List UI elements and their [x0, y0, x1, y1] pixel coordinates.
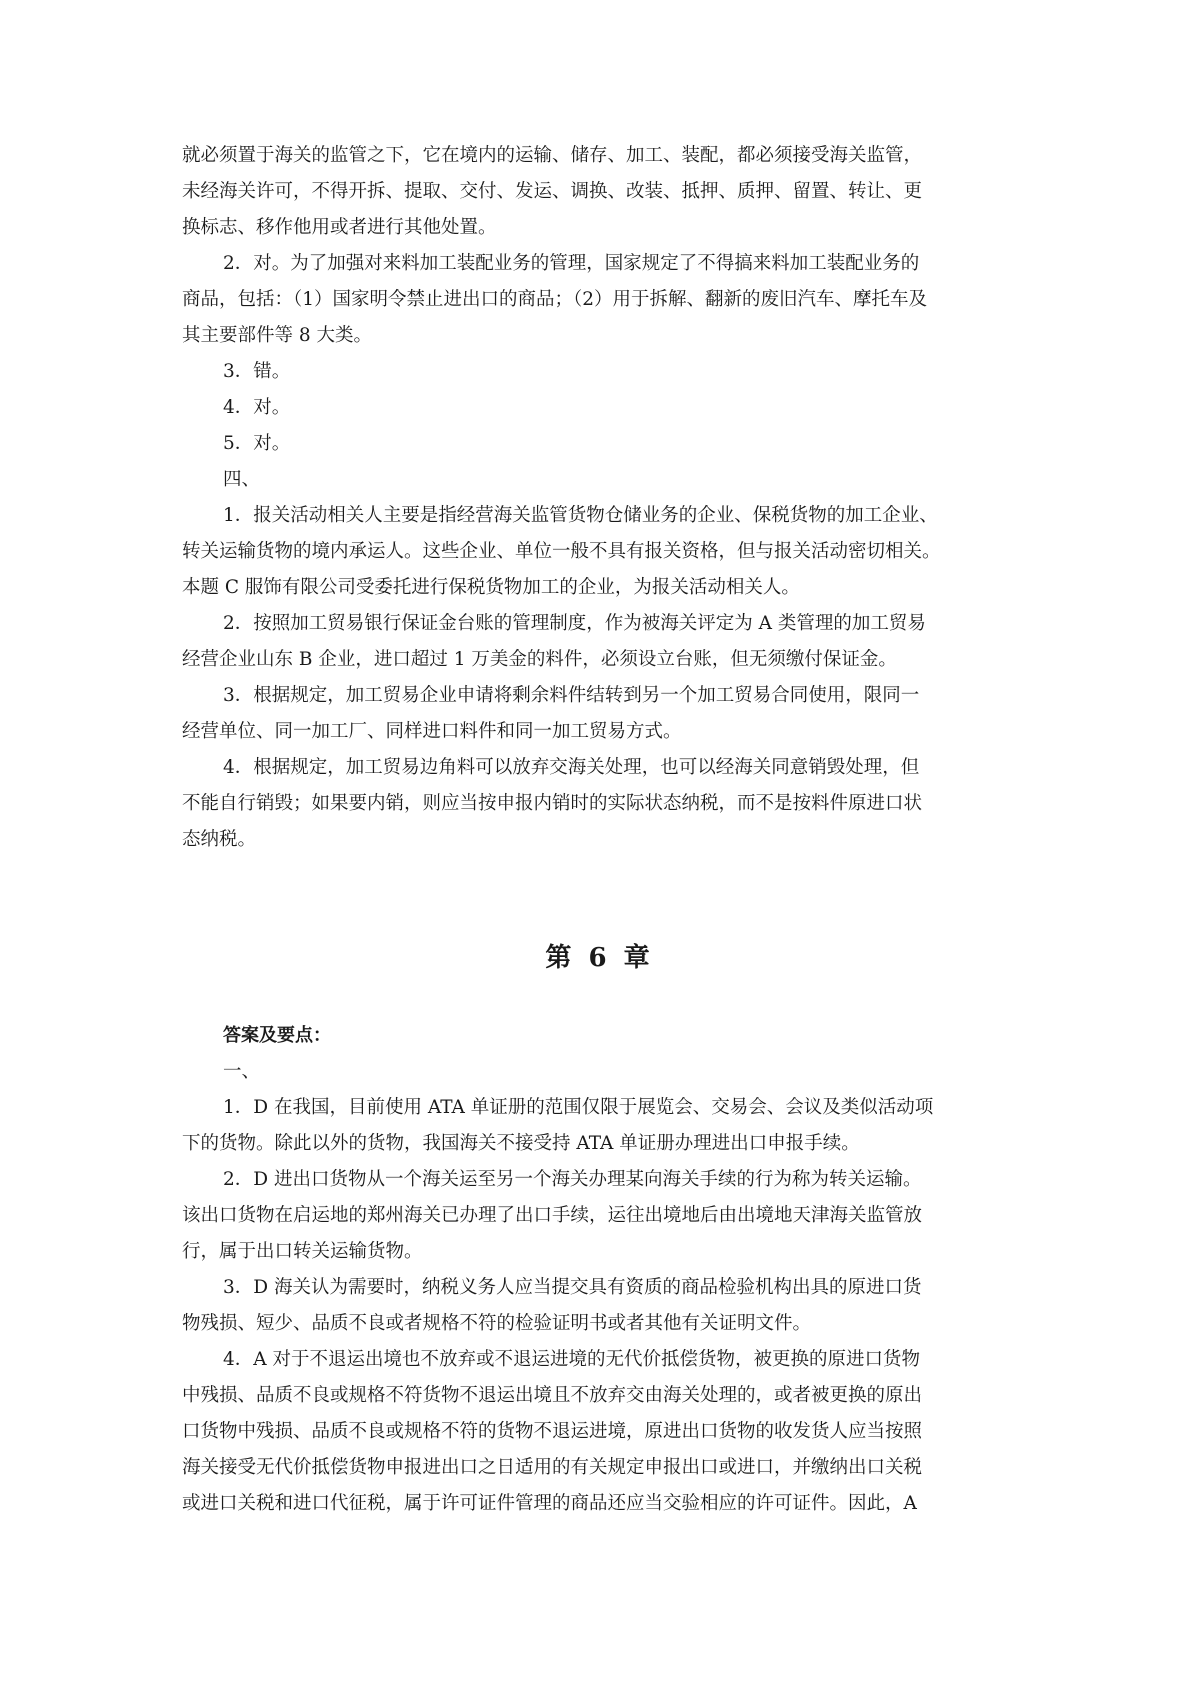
paragraph-line: 其主要部件等 8 大类。: [182, 325, 373, 346]
paragraph-line: 2．D 进出口货物从一个海关运至另一个海关办理某向海关手续的行为称为转关运输。: [223, 1169, 922, 1190]
paragraph-line: 海关接受无代价抵偿货物申报进出口之日适用的有关规定申报出口或进口，并缴纳出口关税: [182, 1457, 923, 1478]
paragraph-line: 1．D 在我国，目前使用 ATA 单证册的范围仅限于展览会、交易会、会议及类似活动项: [223, 1097, 934, 1118]
paragraph-line: 中残损、品质不良或规格不符货物不退运出境且不放弃交由海关处理的，或者被更换的原出: [182, 1385, 923, 1406]
paragraph-line: 态纳税。: [182, 829, 257, 850]
paragraph-line: 或进口关税和进口代征税，属于许可证件管理的商品还应当交验相应的许可证件。因此，A: [182, 1493, 917, 1514]
paragraph-line: 下的货物。除此以外的货物，我国海关不接受持 ATA 单证册办理进出口申报手续。: [182, 1133, 860, 1154]
answers-heading: 答案及要点：: [223, 1025, 331, 1046]
paragraph-line: 2．对。为了加强对来料加工装配业务的管理，国家规定了不得搞来料加工装配业务的: [223, 253, 920, 274]
paragraph-line: 物残损、短少、品质不良或者规格不符的检验证明书或者其他有关证明文件。: [182, 1313, 812, 1334]
paragraph-line: 4．A 对于不退运出境也不放弃或不退运进境的无代价抵偿货物，被更换的原进口货物: [223, 1349, 921, 1370]
paragraph-line: 就必须置于海关的监管之下，它在境内的运输、储存、加工、装配，都必须接受海关监管，: [182, 145, 923, 166]
paragraph-line: 不能自行销毁；如果要内销，则应当按申报内销时的实际状态纳税，而不是按料件原进口状: [182, 793, 923, 814]
paragraph-line: 商品，包括：（1）国家明令禁止进出口的商品；（2）用于拆解、翻新的废旧汽车、摩托车及: [182, 289, 928, 310]
paragraph-line: 本题 C 服饰有限公司受委托进行保税货物加工的企业，为报关活动相关人。: [182, 577, 800, 598]
paragraph-line: 换标志、移作他用或者进行其他处置。: [182, 217, 497, 238]
paragraph-line: 3．根据规定，加工贸易企业申请将剩余料件结转到另一个加工贸易合同使用，限同一: [223, 685, 920, 706]
paragraph-line: 4．对。: [223, 397, 291, 418]
paragraph-line: 行，属于出口转关运输货物。: [182, 1241, 423, 1262]
paragraph-line: 该出口货物在启运地的郑州海关已办理了出口手续，运往出境地后由出境地天津海关监管放: [182, 1205, 923, 1226]
paragraph-line: 4．根据规定，加工贸易边角料可以放弃交海关处理，也可以经海关同意销毁处理，但: [223, 757, 920, 778]
paragraph-line: 3．D 海关认为需要时，纳税义务人应当提交具有资质的商品检验机构出具的原进口货: [223, 1277, 922, 1298]
paragraph-line: 2．按照加工贸易银行保证金台账的管理制度，作为被海关评定为 A 类管理的加工贸易: [223, 613, 926, 634]
paragraph-line: 转关运输货物的境内承运人。这些企业、单位一般不具有报关资格，但与报关活动密切相关。: [182, 541, 941, 562]
paragraph-line: 3．错。: [223, 361, 291, 382]
paragraph-line: 口货物中残损、品质不良或规格不符的货物不退运进境，原进出口货物的收发货人应当按照: [182, 1421, 923, 1442]
paragraph-line: 经营企业山东 B 企业，进口超过 1 万美金的料件，必须设立台账，但无须缴付保证金。: [182, 649, 897, 670]
paragraph-line: 1．报关活动相关人主要是指经营海关监管货物仓储业务的企业、保税货物的加工企业、: [223, 505, 938, 526]
paragraph-line: 未经海关许可，不得开拆、提取、交付、发运、调换、改装、抵押、质押、留置、转让、更: [182, 181, 923, 202]
paragraph-line: 经营单位、同一加工厂、同样进口料件和同一加工贸易方式。: [182, 721, 682, 742]
chapter-title: 第 6 章: [545, 943, 654, 973]
section-number: 四、: [223, 469, 261, 490]
section-number: 一、: [223, 1061, 261, 1082]
paragraph-line: 5．对。: [223, 433, 291, 454]
